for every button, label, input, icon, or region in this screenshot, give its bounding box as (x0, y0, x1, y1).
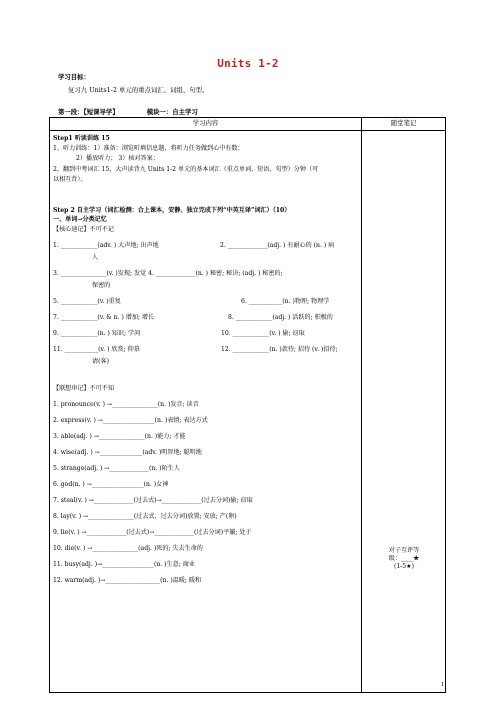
derivation-item: 6. god(n. ) →_________________(n. )女神 (53, 481, 169, 488)
step1-line2: 2）播放听力； 3）核对答案； (76, 155, 159, 162)
vocab-item: 11. ___________(v. ) 欣赏; 仰慕 (53, 346, 140, 353)
header-notes: 随堂笔记 (362, 118, 446, 131)
section-heading (58, 107, 226, 116)
page-title: Units 1-2 (217, 57, 279, 70)
derivation-item: 1. pronounce(v. ) →_______________(n. )发音; 读音 (53, 401, 199, 408)
vocab-item: 保密的 (92, 282, 111, 289)
peer-review-line3: (1-5★) (393, 563, 415, 570)
page-number: 1 (441, 682, 445, 688)
peer-review-line1: 对子互评等 (388, 547, 420, 554)
derivation-item: 3. able(adj. ) →_______________(n. )能力; 才能 (53, 433, 186, 440)
association-label: 【联想串记】不可不知 (53, 385, 114, 392)
step1-line3: 2、翻到中考词汇 15，大声读背九 Units 1-2 单元的基本词汇（重点单词、短语、句型）分钟（可 (53, 166, 319, 173)
derivation-item: 8. lay(v. ) →_______________(过去式、过去分词)放置; 安放; 产(卵) (53, 513, 237, 520)
vocab-item: 1. ____________(adv. ) 大声地; 出声地 (53, 242, 159, 249)
step1-heading: Step1 听读训练 15 (53, 135, 110, 142)
derivation-item: 5. strange(adj. ) →_____________(n. )陌生人 (53, 465, 180, 472)
core-memory-label: 【核心速记】不可不记 (53, 226, 114, 233)
header-content: 学习内容 (50, 118, 362, 131)
step1-line1: 1、听力训练：1）准备：浏览听填信息题，将听力任务做到心中有数； (53, 145, 244, 152)
derivation-item: 11. busy(adj. )→_________________(n. )生意; 商业 (53, 561, 195, 568)
notes-cell (362, 131, 446, 693)
vocab-item: 9. ____________(n. ) 知识; 学问 (53, 330, 141, 337)
derivation-item: 7. steal(v. ) →_____________(过去式)→_____________(过去分词)偷; 窃取 (53, 497, 253, 504)
vocab-item: 6. ___________(n. )物理; 物理学 (241, 298, 330, 305)
step2-heading: Step 2 自主学习（词汇检测：合上课本，安静、独立完成下列“中英互译”词汇）（10） (53, 207, 291, 214)
learning-goal-label: 学习目标： (58, 73, 90, 81)
derivation-item: 12. warm(adj. )→__________________(n. )温暖; 暖和 (53, 577, 202, 584)
derivation-item: 4. wise(adj. ) →______________(adv. )明智地; 聪明地 (53, 449, 202, 456)
derivation-item: 10. die(v. ) →_______________(adj. )死的; 失去生命的 (53, 545, 203, 552)
step2-sub1: 一、单词→分类记忆 (53, 216, 107, 223)
step1-line4: 以相互背）。 (53, 176, 87, 183)
vocab-item: 3. _______________(v. )发现; 发觉 4. _____________(n. ) 秘密; 秘诀; (adj. ) 秘密的; (53, 270, 283, 277)
peer-review (368, 547, 440, 571)
vocab-item: 7. ____________(v. & n. ) 增加; 增长 (53, 314, 155, 321)
section-module: 模块一：自主学习 (146, 108, 198, 116)
study-table (49, 117, 446, 693)
vocab-item: 人 (92, 254, 99, 261)
learning-goal-text: 复习九 Units1-2 单元的重点词汇、词组、句型。 (68, 86, 209, 94)
vocab-item: 5. ____________(v. )重复 (53, 298, 121, 305)
section-part: 第一段：【短课导学】 (58, 108, 119, 116)
vocab-item: 请(客) (92, 358, 109, 365)
peer-review-line2: 级：____★ (388, 555, 420, 562)
vocab-item: 10. ____________(v. ) 偷; 窃取 (221, 330, 305, 337)
vocab-item: 12. ____________(n. )款待; 招待 (v. )招待; (221, 346, 338, 353)
derivation-item: 9. lie(v. ) →_____________(过去式)→_____________(过去分词)平躺; 处于 (53, 529, 252, 536)
derivation-item: 2. express(v. ) →_________________(n. )表情; 表达方式 (53, 417, 208, 424)
vocab-item: 8. ____________(adj. ) 活跃的; 积极的 (228, 314, 333, 321)
vocab-item: 2. _____________(adj. ) 有耐心的 (n. ) 病 (220, 242, 335, 249)
content-cell (50, 131, 362, 693)
